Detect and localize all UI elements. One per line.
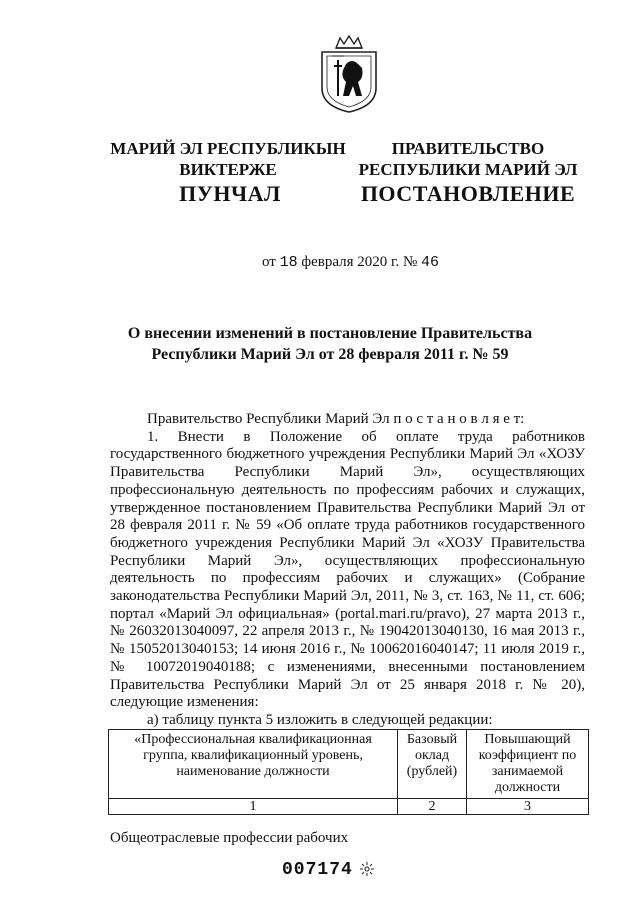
- document-date: [262, 254, 439, 271]
- date-prefix: от: [262, 254, 276, 270]
- subject-line1: О внесении изменений в постановление Правительства: [127, 325, 533, 342]
- table-header-cell: Базовый оклад (рублей): [398, 730, 467, 799]
- date-day: 18: [279, 254, 298, 271]
- table-cell: 2: [398, 799, 467, 815]
- header-right: [348, 138, 588, 181]
- header-left-line1: МАРИЙ ЭЛ РЕСПУБЛИКЫН: [110, 139, 346, 158]
- body-paragraph-3: а) таблицу пункта 5 изложить в следующей редакции:: [147, 711, 493, 728]
- table-cell: 1: [109, 799, 398, 815]
- document-body: [110, 411, 585, 730]
- header-left-line2: ВИКТЕРЖЕ: [179, 160, 277, 180]
- table-header-cell: Повышающий коэффициент по занимаемой должности: [467, 730, 589, 799]
- table-header-cell: «Профессиональная квалификационная группа, квалификационный уровень, наименование должности: [109, 730, 398, 799]
- table-header-row: [109, 730, 589, 799]
- coat-of-arms-icon: [318, 34, 380, 114]
- subject-line2: Республики Марий Эл от 28 февраля 2011 г. № 59: [151, 345, 509, 363]
- table-cell: 3: [467, 799, 589, 815]
- body-paragraph-1: Правительство Республики Марий Эл п о с т а н о в л я е т:: [147, 411, 525, 427]
- document-type-mari: ПУНЧАЛ: [179, 181, 281, 206]
- body-paragraph-2: 1. Внести в Положение об оплате труда работников государственного бюджетного учреждения Республики Марий Эл «ХОЗУ Правительства Республики Марий Эл», осуществляющих профессиональную деятельность по профессиям рабочих и служащих, утвержденное постановлением Правительства Республики Марий Эл от 28 февраля 2011 г. № 59 «Об оплате труда работников государственного бюджетного учреждения Республики Марий Эл «ХОЗУ Правительства Республики Марий Эл», осуществляющих профессиональную деятельность по профессиям рабочих и служащих» (Собрание законодательства Республики Марий Эл, 2011, № 3, ст. 163, № 11, ст. 606; портал «Марий Эл официальная» (portal.mari.ru/pravo), 27 марта 2013 г., № 26032013040097, 22 апреля 2013 г., № 19042013040130, 16 мая 2013 г., № 15052013040153; 14 июня 2016 г., № 10062016040147; 11 июля 2019 г., № 10072019040188; с изменениями, внесенными постановлением Правительства Республики Марий Эл от 25 января 2018 г. № 20), следующие изменения:: [110, 428, 585, 711]
- ornament-icon: [360, 862, 374, 876]
- header-left: [96, 138, 360, 181]
- salary-table: [108, 729, 589, 815]
- document-type-russian: ПОСТАНОВЛЕНИЕ: [360, 181, 576, 206]
- header-right-line2: РЕСПУБЛИКИ МАРИЙ ЭЛ: [358, 160, 578, 180]
- table-number-row: [109, 799, 589, 815]
- table-section-title: Общеотраслевые профессии рабочих: [110, 830, 349, 846]
- date-rest: февраля 2020 г. №: [301, 254, 418, 270]
- document-subject: [110, 324, 550, 366]
- document-number: 46: [421, 254, 440, 271]
- serial-number: 007174: [282, 860, 353, 880]
- header-right-line1: ПРАВИТЕЛЬСТВО: [391, 139, 545, 158]
